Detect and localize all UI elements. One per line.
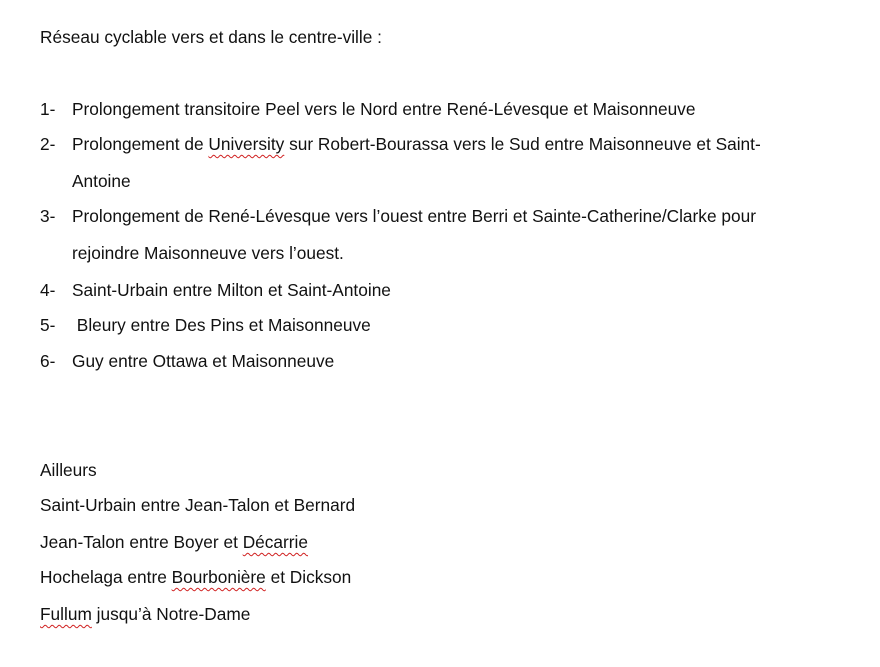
paragraph-line: Saint-Urbain entre Jean-Talon et Bernard <box>40 495 356 515</box>
spellcheck-flagged-word[interactable]: Bourbonière <box>171 567 266 587</box>
list-item-text: Prolongement de René-Lévesque vers l’ouest entre Berri et Sainte-Catherine/Clarke pour <box>72 206 756 226</box>
list-item-number: 4- <box>40 280 56 300</box>
list-item-text-continuation: Antoine <box>72 171 131 191</box>
list-item-number: 1- <box>40 99 56 119</box>
document-heading: Réseau cyclable vers et dans le centre-ville : <box>40 27 382 47</box>
list-item-text: Saint-Urbain entre Milton et Saint-Antoine <box>72 280 391 300</box>
paragraph-line: Fullum jusqu’à Notre-Dame <box>40 604 251 624</box>
list-item-text: Prolongement de University sur Robert-Bourassa vers le Sud entre Maisonneuve et Saint- <box>72 134 761 154</box>
section-heading: Ailleurs <box>40 460 97 480</box>
spellcheck-flagged-word[interactable]: Fullum <box>40 604 92 624</box>
list-item-text: Bleury entre Des Pins et Maisonneuve <box>72 315 371 335</box>
list-item-number: 6- <box>40 351 56 371</box>
spellcheck-flagged-word[interactable]: University <box>208 134 285 154</box>
list-item-text-continuation: rejoindre Maisonneuve vers l’ouest. <box>72 243 344 263</box>
list-item-text: Prolongement transitoire Peel vers le Nord entre René-Lévesque et Maisonneuve <box>72 99 696 119</box>
paragraph-line: Jean-Talon entre Boyer et Décarrie <box>40 532 309 552</box>
list-item-text: Guy entre Ottawa et Maisonneuve <box>72 351 335 371</box>
list-item-number: 2- <box>40 134 56 154</box>
list-item-number: 5- <box>40 315 56 335</box>
spellcheck-flagged-word[interactable]: Décarrie <box>242 532 309 552</box>
list-item-number: 3- <box>40 206 56 226</box>
paragraph-line: Hochelaga entre Bourbonière et Dickson <box>40 567 352 587</box>
